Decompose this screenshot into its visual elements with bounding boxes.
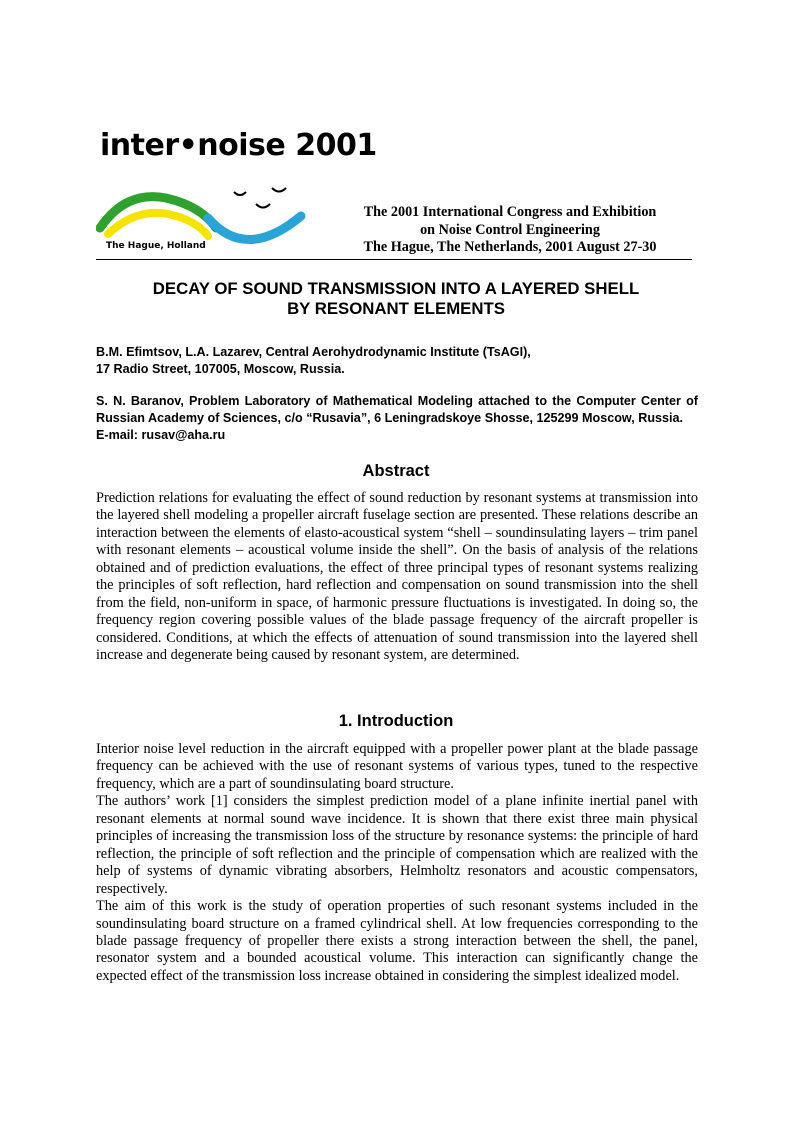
smile-mark-3 [256, 204, 270, 208]
author-group-1 [96, 344, 698, 378]
introduction-paragraph-2: The authors’ work [1] considers the simplest prediction model of a plane infinite inertial panel with resonant elements at normal sound wave incidence. It is shown that there exist three main physical principles of increasing the transmission loss of the structure by resonance systems: the principle of hard reflection, the principle of soft reflection and the principle of compensation which are realized with the help of systems of dynamic vibrating absorbers, Helmholtz resonators and acoustic compensators, respectively. [96, 793, 698, 897]
introduction-heading: 1. Introduction [338, 712, 454, 730]
author-email: E-mail: rusav@aha.ru [96, 428, 226, 442]
conference-line-1: The 2001 International Congress and Exhibition [363, 204, 657, 220]
author-group-2-text: S. N. Baranov, Problem Laboratory of Mathematical Modeling attached to the Computer Center of Russian Academy of Sciences, c/o “Rusavia”, 6 Leningradskoye Shosse, 125299 Moscow, Russia. [96, 394, 698, 425]
logo-title: inter•noise 2001 [100, 128, 377, 163]
conference-line-2: on Noise Control Engineering [420, 221, 600, 238]
title-line-2: BY RESONANT ELEMENTS [287, 299, 505, 318]
author-group-1-line-2: 17 Radio Street, 107005, Moscow, Russia. [96, 362, 345, 376]
introduction-text [96, 741, 698, 985]
conference-logo [96, 128, 377, 258]
yellow-wave [108, 213, 208, 236]
header-rule [96, 259, 692, 260]
abstract-paragraph: Prediction relations for evaluating the effect of sound reduction by resonant systems at transmission into the layered shell modeling a propeller aircraft fuselage section are presented. These relations describe an interaction between the elements of elasto-acoustical system “shell – soundinsulating layers – trim panel with resonant elements – acoustical volume inside the shell”. On the basis of analysis of the relations obtained and of prediction evaluations, the effect of three principal types of resonant systems realizing the principles of soft reflection, hard reflection and compensation on sound transmission into the shell from the field, non-uniform in space, of harmonic pressure fluctuations is investigated. In doing so, the frequency region covering possible values of the blade passage frequency of the aircraft propeller is considered. Conditions, at which the effects of attenuation of sound transmission into the layered shell increase and degenerate being caused by resonant system, are determined. [96, 490, 698, 664]
conference-line-3: The Hague, The Netherlands, 2001 August 27-30 [363, 239, 657, 255]
introduction-paragraph-1: Interior noise level reduction in the aircraft equipped with a propeller power plant at the blade passage frequency can be achieved with the use of resonant systems of various types, tuned to the respective frequency, which are a part of soundinsulating board structure. [96, 741, 698, 792]
title-line-1: DECAY OF SOUND TRANSMISSION INTO A LAYERED SHELL [152, 279, 640, 298]
logo-subtitle: The Hague, Holland [106, 241, 206, 251]
abstract-text [96, 490, 698, 665]
conference-info [330, 204, 690, 257]
introduction-paragraph-3: The aim of this work is the study of operation properties of such resonant systems included in the soundinsulating board structure on a framed cylindrical shell. At low frequencies corresponding to the blade passage frequency of propeller there exists a strong interaction between the shell, the panel, resonator system and a bounded acoustical volume. This interaction can significantly change the expected effect of the transmission loss increase obtained in considering the simplest idealized model. [96, 898, 698, 984]
smile-mark-2 [272, 188, 286, 192]
blue-arc [208, 216, 301, 240]
author-group-2 [96, 393, 698, 444]
author-group-1-line-1: B.M. Efimtsov, L.A. Lazarev, Central Aerohydrodynamic Institute (TsAGI), [96, 345, 531, 359]
paper-title [96, 279, 696, 319]
abstract-heading: Abstract [362, 462, 430, 480]
smile-mark-1 [234, 192, 246, 195]
